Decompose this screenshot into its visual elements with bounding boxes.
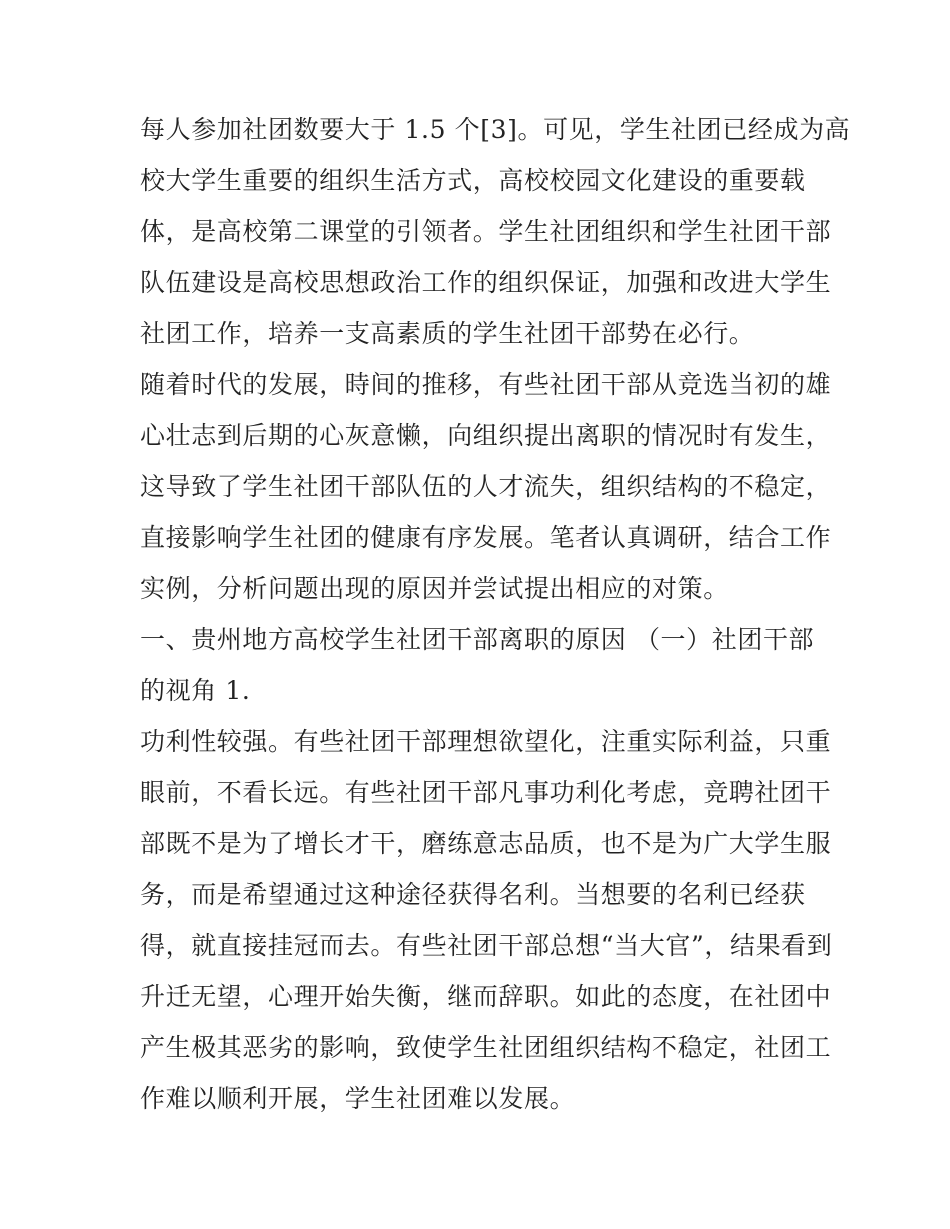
body-text-line: 产生极其恶劣的影响，致使学生社团组织结构不稳定，社团工 <box>140 1033 832 1062</box>
body-text-line: 社团工作，培养一支高素质的学生社团干部势在必行。 <box>140 319 755 348</box>
section-heading-line: 的视角 1. <box>140 676 251 705</box>
body-text-line: 每人参加社团数要大于 1.5 个[3]。可见，学生社团已经成为高 <box>140 115 851 144</box>
body-text-line: 得，就直接挂冠而去。有些社团干部总想“当大官”，结果看到 <box>140 931 833 960</box>
body-text-line: 随着时代的发展，時间的推移，有些社团干部从竞选当初的雄 <box>140 370 832 399</box>
section-heading-line: 一、贵州地方高校学生社团干部离职的原因 （一）社团干部 <box>140 625 815 654</box>
body-text-line: 心壮志到后期的心灰意懒，向组织提出离职的情况时有发生， <box>140 421 832 450</box>
body-text-line: 直接影响学生社团的健康有序发展。笔者认真调研，结合工作 <box>140 523 832 552</box>
body-text-line: 功利性较强。有些社团干部理想欲望化，注重实际利益，只重 <box>140 727 832 756</box>
body-text-line: 体，是高校第二课堂的引领者。学生社团组织和学生社团干部 <box>140 217 832 246</box>
body-text-line: 队伍建设是高校思想政治工作的组织保证，加强和改进大学生 <box>140 268 832 297</box>
body-text-line: 部既不是为了增长才干，磨练意志品质，也不是为广大学生服 <box>140 829 832 858</box>
body-text-line: 务，而是希望通过这种途径获得名利。当想要的名利已经获 <box>140 880 806 909</box>
body-text-line: 作难以顺利开展，学生社团难以发展。 <box>140 1084 576 1113</box>
body-text-line: 校大学生重要的组织生活方式，高校校园文化建设的重要载 <box>140 166 806 195</box>
body-text-line: 眼前，不看长远。有些社团干部凡事功利化考虑，竞聘社团干 <box>140 778 832 807</box>
body-text-line: 升迁无望，心理开始失衡，继而辞职。如此的态度，在社团中 <box>140 982 832 1011</box>
body-text-line: 实例，分析问题出现的原因并尝试提出相应的对策。 <box>140 574 729 603</box>
body-text-line: 这导致了学生社团干部队伍的人才流失，组织结构的不稳定， <box>140 472 832 501</box>
